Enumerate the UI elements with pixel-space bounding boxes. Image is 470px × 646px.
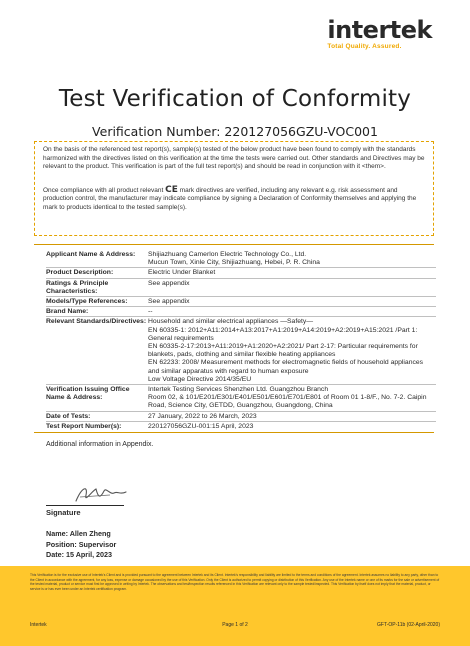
table-row xyxy=(46,278,436,296)
standards-line: Household and similar electrical appliances —Safety— xyxy=(148,318,314,326)
footer-page-number: Page 1 of 2 xyxy=(222,622,248,628)
additional-info: Additional information in Appendix. xyxy=(46,441,154,448)
verification-number: Verification Number: 220127056GZU-VOC001 xyxy=(92,124,378,139)
table-row xyxy=(46,385,436,412)
footer-form-code: GFT-OP-11b (02-April-2020) xyxy=(377,622,440,628)
ce-mark-icon: CE xyxy=(165,184,178,195)
logo-wordmark: intertek xyxy=(327,16,432,44)
signer-position: Position: Supervisor xyxy=(46,539,117,549)
footer-company: Intertek xyxy=(30,622,47,628)
signature-line xyxy=(46,505,124,506)
notice-text-after-mark: mark directives are verified, including any relevant e.g. risk assessment and production control, the manufacturer may indicate compliance by signing a Declaration of Conformity themselves and applying the mark to products identical to the tested sample(s). xyxy=(43,186,417,211)
signer-details xyxy=(46,529,116,561)
table-row xyxy=(46,307,436,317)
applicant-line: Mucun Town, Xinle City, Shijiazhuang, Hebei, P. R. China xyxy=(148,259,320,267)
table-row xyxy=(46,268,436,278)
ratings-value: See appendix xyxy=(148,278,436,296)
section-divider-top xyxy=(34,244,434,245)
signer-name: Name: Allen Zheng xyxy=(46,529,111,538)
notice-paragraph-1: On the basis of the referenced test report(s), sample(s) tested of the below product have been found to comply with the standards harmonized with the directives listed on this verification at the time the tests were carried out. Other standards and Directives may be relevant to the product. This verification is part of the full test report(s) and should be read in conjunction with it <them>. xyxy=(43,146,425,171)
standards-label: Relevant Standards/Directives: xyxy=(46,317,148,385)
table-row xyxy=(46,251,436,268)
applicant-line: Shijiazhuang Camerlon Electric Technology Co., Ltd. xyxy=(148,251,307,258)
brand-label: Brand Name: xyxy=(46,307,148,317)
applicant-label: Applicant Name & Address: xyxy=(46,251,148,268)
report-number-value: 220127056GZU-001:15 April, 2023 xyxy=(148,422,254,430)
ratings-label: Ratings & Principle Characteristics: xyxy=(46,278,148,296)
details-table xyxy=(46,251,436,431)
product-label: Product Description: xyxy=(46,268,148,278)
conformity-notice-box xyxy=(34,141,434,236)
document-title: Test Verification of Conformity xyxy=(58,86,412,112)
signature-date: Date: 15 April, 2023 xyxy=(46,550,113,559)
table-row xyxy=(46,411,436,421)
signature-label: Signature xyxy=(46,508,81,517)
report-number-label: Test Report Number(s): xyxy=(46,422,122,430)
table-row xyxy=(46,297,436,307)
models-label: Models/Type References: xyxy=(46,297,148,307)
logo-tagline: Total Quality. Assured. xyxy=(327,43,402,50)
table-row xyxy=(46,317,436,385)
intertek-logo xyxy=(327,18,432,50)
test-dates-label: Date of Tests: xyxy=(46,411,148,421)
notice-paragraph-2 xyxy=(43,186,425,213)
table-row xyxy=(46,421,436,431)
standards-line: EN 60335-1: 2012+A11:2014+A13:2017+A1:2019+A14:2019+A2:2019+A15:2021 /Part 1: General requirements xyxy=(148,326,418,342)
issuing-office-label: Verification Issuing Office Name & Address: xyxy=(46,385,148,412)
notice-text-before-mark: Once compliance with all product relevant xyxy=(43,186,166,194)
issuing-office-line: Intertek Testing Services Shenzhen Ltd. Guangzhou Branch xyxy=(148,386,329,394)
brand-value: -- xyxy=(148,307,436,317)
applicant-value xyxy=(148,251,436,268)
product-value: Electric Under Blanket xyxy=(148,268,436,278)
test-dates-value: 27 January, 2022 to 26 March, 2023 xyxy=(148,411,436,421)
models-value: See appendix xyxy=(148,297,436,307)
standards-line: EN 60335-2-17:2013+A11:2019+A1:2020+A2:2021/ Part 2-17: Particular requirements for blankets, pads, clothing and similar flexible heating appliances xyxy=(148,343,418,359)
standards-line: Low Voltage Directive 2014/35/EU xyxy=(148,375,252,383)
standards-value xyxy=(148,317,436,385)
section-divider-bottom xyxy=(34,432,434,433)
handwritten-signature xyxy=(70,481,130,507)
issuing-office-value xyxy=(148,385,436,412)
standards-line: EN 62233: 2008/ Measurement methods for electromagnetic fields of household appliances and similar apparatus with regard to human exposure xyxy=(148,359,424,375)
issuing-office-line: Room 02, & 101/E201/E301/E401/E501/E601/E701/E801 of Room 01 1-8/F., No. 7-2. Caipin Road, Science City, GETDD, Guangzhou, Guangdong, China xyxy=(148,394,427,410)
legal-disclaimer: This Verification is for the exclusive use of Intertek's Client and is provided pursuant to the agreement between Intertek and its Client. Intertek's responsibility and liability are limited to the terms and conditions of the agreement. Intertek assumes no liability to any party, other than to the Client in accordance with the agreement, for any loss, expense or damage occasioned by the use of this Verification. Only the Client is authorized to permit copying or distribution of this Verification. Any use of the Intertek name or one of its marks for the sale or advertisement of the tested material, product or service must first be approved in writing by Intertek. The observations and test/inspection results referenced in this Verification are relevant only to the sample tested/inspected. This Verification by itself does not imply that the material, product, or service is or has ever been under an Intertek certification program. xyxy=(30,573,440,591)
